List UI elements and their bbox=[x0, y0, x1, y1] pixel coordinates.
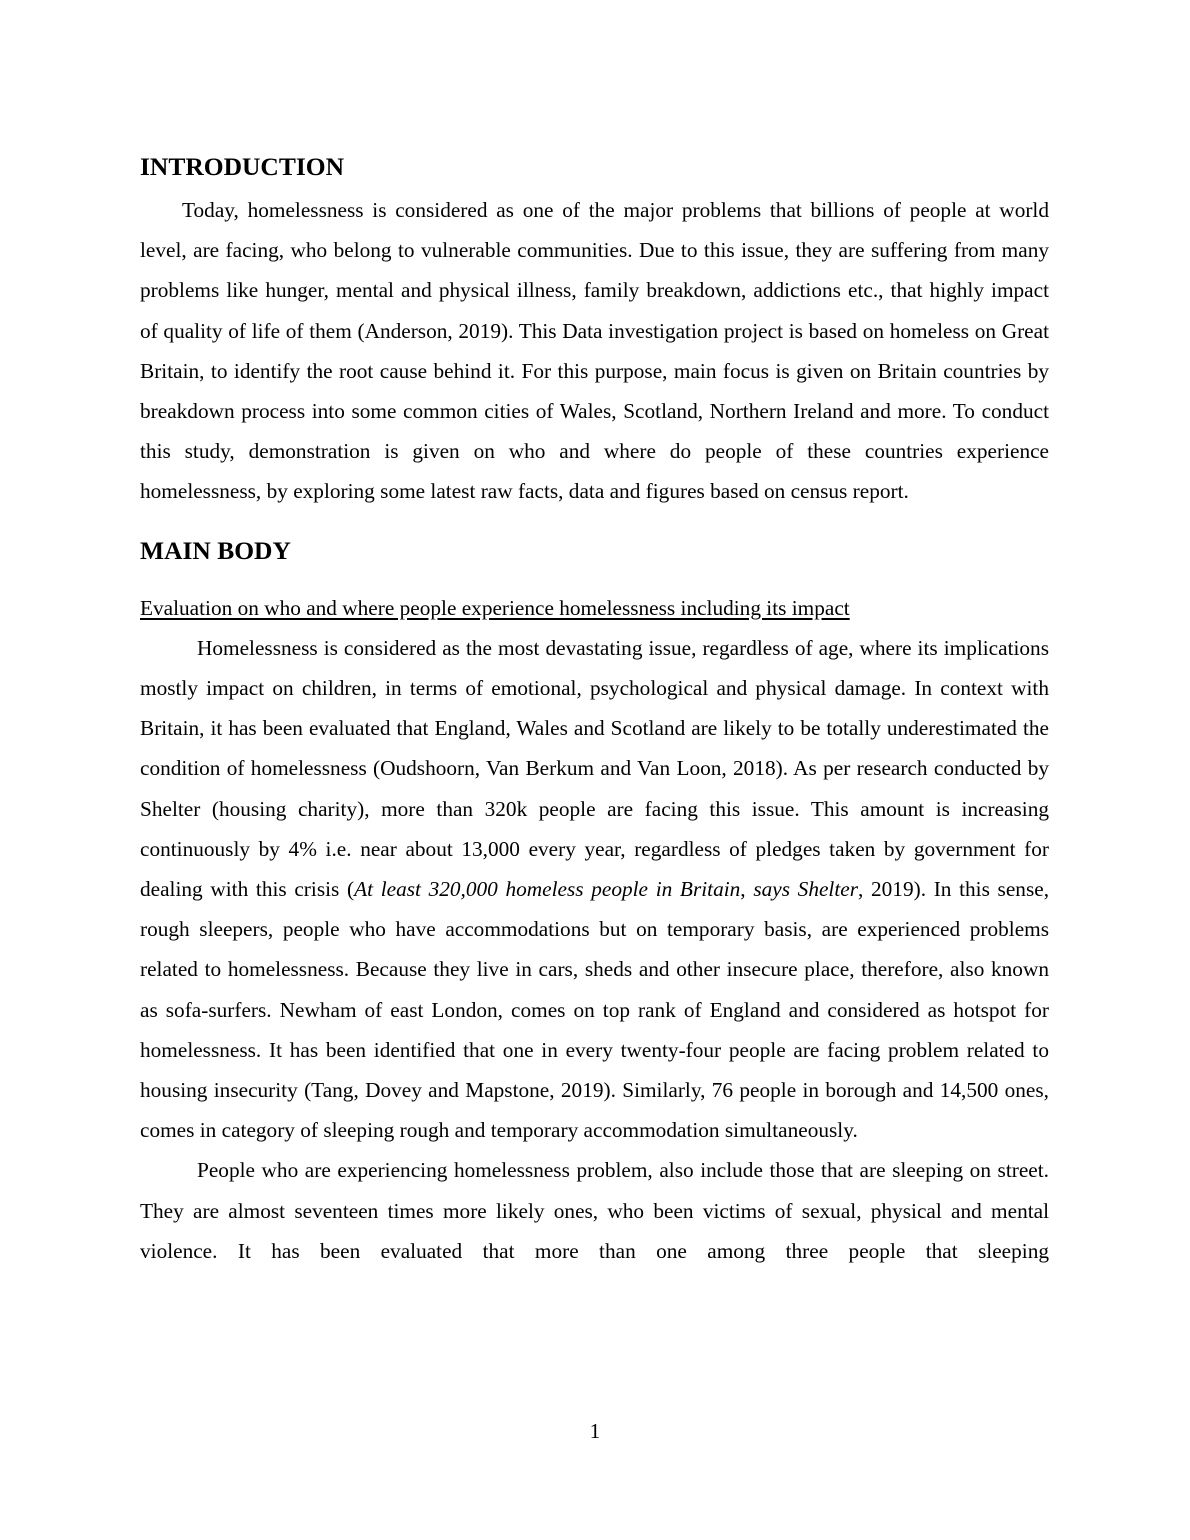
introduction-heading: INTRODUCTION bbox=[140, 152, 345, 181]
paragraph-1-text-end: , 2019). In this sense, rough sleepers, people who have accommodations but on temporary basis, are experienced problems related to homelessness. Because they live in cars, sheds and other insecure place, therefore, also known as sofa-surfers. Newham of east London, comes on top rank of England and considered as hotspot for homelessness. It has been identified that one in every twenty-four people are facing problem related to housing insecurity (Tang, Dovey and Mapstone, 2019). Similarly, 76 people in borough and 14,500 ones, comes in category of sleeping rough and temporary accommodation simultaneously. bbox=[140, 877, 1050, 1143]
citation-separator: , bbox=[740, 877, 754, 902]
page-number: 1 bbox=[589, 1419, 601, 1443]
document-page bbox=[140, 148, 1049, 1271]
citation-title-italic: At least 320,000 homeless people in Britain bbox=[354, 877, 741, 902]
main-body-paragraph-2: People who are experiencing homelessness problem, also include those that are sleeping on street. They are almost seventeen times more likely ones, who been victims of sexual, physical and mental violence. It has been evaluated that more than one among three people that sleeping bbox=[140, 1158, 1049, 1263]
citation-source-italic: says Shelter bbox=[753, 877, 858, 902]
main-body-paragraph-1 bbox=[140, 628, 1049, 1151]
evaluation-subheading: Evaluation on who and where people experience homelessness including its impact bbox=[140, 595, 850, 620]
introduction-paragraph: Today, homelessness is considered as one of the major problems that billions of people at world level, are facing, who belong to vulnerable communities. Due to this issue, they are suffering from many problems like hunger, mental and physical illness, family breakdown, addictions etc., that highly impact of quality of life of them (Anderson, 2019). This Data investigation project is based on homeless on Great Britain, to identify the root cause behind it. For this purpose, main focus is given on Britain countries by breakdown process into some common cities of Wales, Scotland, Northern Ireland and more. To conduct this study, demonstration is given on who and where do people of these countries experience homelessness, by exploring some latest raw facts, data and figures based on census report. bbox=[140, 198, 1049, 504]
main-body-heading: MAIN BODY bbox=[140, 535, 291, 565]
paragraph-1-text-start: Homelessness is considered as the most devastating issue, regardless of age, where its implications mostly impact on children, in terms of emotional, psychological and physical damage. In context with Britain, it has been evaluated that England, Wales and Scotland are likely to be totally underestimated the condition of homelessness (Oudshoorn, Van Berkum and Van Loon, 2018). As per research conducted by Shelter (housing charity), more than 320k people are facing this issue. This amount is increasing continuously by 4% i.e. near about 13,000 every year, regardless of pledges taken by government for dealing with this crisis ( bbox=[140, 635, 1049, 902]
